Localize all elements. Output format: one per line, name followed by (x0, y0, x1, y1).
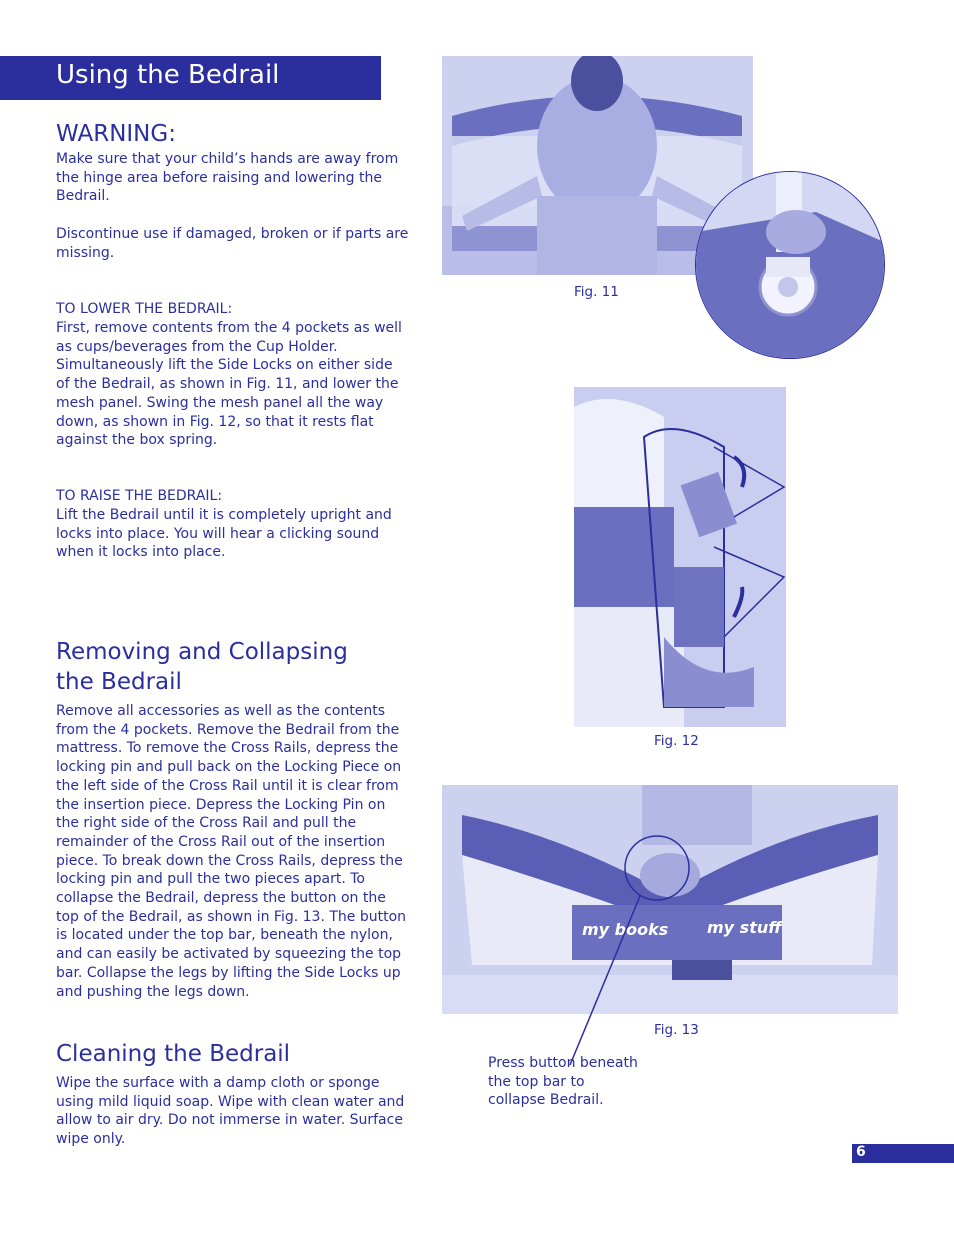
page-number-box (852, 1144, 954, 1163)
lower-heading: TO LOWER THE BEDRAIL: (56, 301, 233, 317)
page-title-bar (0, 56, 381, 100)
fig-12-caption: Fig. 12 (654, 733, 699, 749)
pocket-label-stuff: my stuff (707, 918, 782, 937)
fig-13-callout-text: Press button beneath the top bar to collapse Bedrail. (488, 1055, 638, 1108)
warning-paragraph-1: Make sure that your child’s hands are away from the hinge area before raising and lowering the Bedrail. (56, 151, 399, 205)
page-title: Using the Bedrail (56, 60, 280, 90)
raise-heading: TO RAISE THE BEDRAIL: (56, 488, 223, 504)
pocket-label-books: my books (582, 920, 669, 939)
fig-11-caption: Fig. 11 (574, 284, 619, 300)
warning-paragraph-2: Discontinue use if damaged, broken or if parts are missing. (56, 226, 409, 261)
lower-body: First, remove contents from the 4 pockets as well as cups/beverages from the Cup Holder. Simultaneously lift the Side Locks on either side of the Bedrail, as shown in Fig. 11, and lower the mesh panel. Swing the mesh panel all the way down, as shown in Fig. 12, so that it rests flat against the box spring. (56, 320, 402, 449)
removing-body: Remove all accessories as well as the contents from the 4 pockets. Remove the Bedrail from the mattress. To remove the Cross Rails, depress the locking pin and pull back on the Locking Piece on the left side of the Cross Rail until it is clear from the insertion piece. Depress the Locking Pin on the right side of the Cross Rail and pull the remainder of the Cross Rail out of the insertion piece. To break down the Cross Rails, depress the locking pin and pull the two pieces apart. To collapse the Bedrail, depress the button on the top of the Bedrail, as shown in Fig. 13. The button is located under the top bar, beneath the nylon, and can easily be activated by squeezing the top bar. Collapse the legs by lifting the Side Locks up and pushing the legs down. (56, 703, 407, 1000)
fig-12-illustration (574, 387, 786, 727)
cleaning-heading: Cleaning the Bedrail (56, 1041, 291, 1067)
fig-12-photo (574, 387, 786, 727)
raise-body: Lift the Bedrail until it is completely upright and locks into place. You will hear a clicking sound when it locks into place. (56, 507, 392, 561)
fig-11-detail-circle (695, 171, 885, 359)
removing-heading-line-2: the Bedrail (56, 669, 182, 695)
fig-13-caption: Fig. 13 (654, 1022, 699, 1038)
removing-heading-line-1: Removing and Collapsing (56, 639, 348, 665)
page-number: 6 (856, 1144, 866, 1160)
cleaning-body: Wipe the surface with a damp cloth or sponge using mild liquid soap. Wipe with clean water and allow to air dry. Do not immerse in water. Surface wipe only. (56, 1075, 405, 1148)
warning-heading: WARNING: (56, 121, 176, 147)
side-lock-detail-illustration (696, 172, 884, 358)
